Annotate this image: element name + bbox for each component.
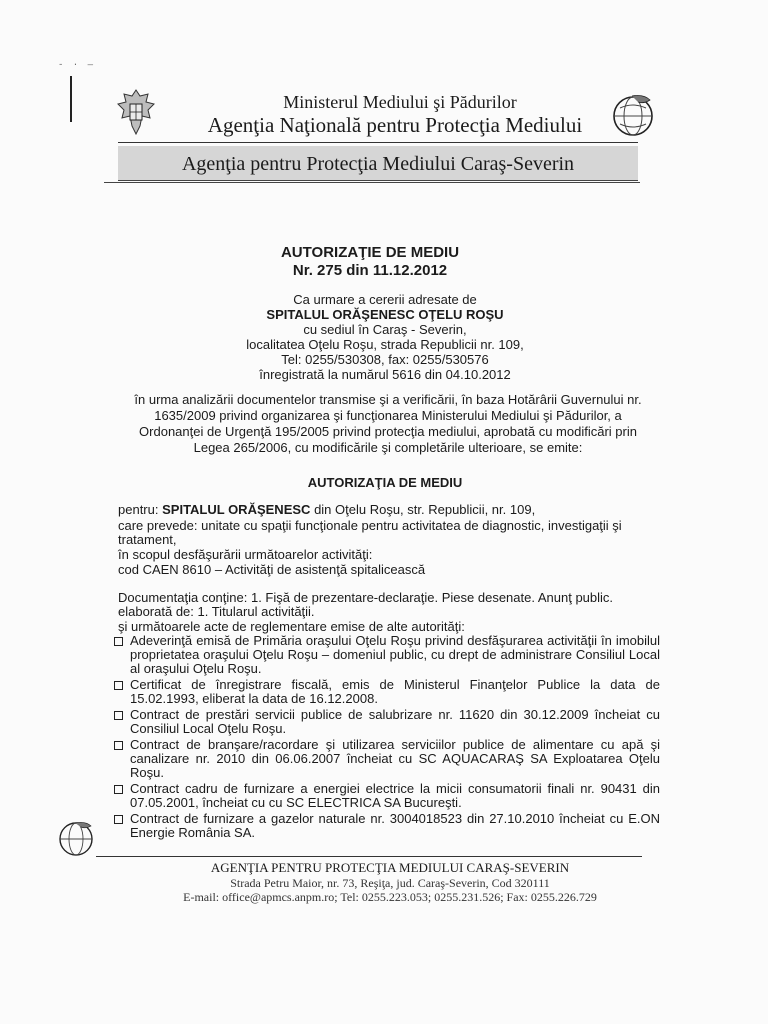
footer-agency-name: AGENŢIA PENTRU PROTECŢIA MEDIULUI CARAŞ-SEVERIN — [210, 860, 570, 875]
footer-rule — [96, 856, 642, 857]
list-item: Contract de furnizare a gazelor naturale nr. 3004018523 din 27.10.2010 încheiat cu E.ON Energie România SA. — [112, 812, 660, 840]
for-prefix: pentru: — [118, 502, 159, 517]
registration-number: înregistrată la numărul 5616 din 04.10.2012 — [259, 367, 511, 382]
authorization-purpose: în scopul desfăşurării următoarelor activităţi: — [118, 547, 373, 562]
applicant-address: localitatea Oţelu Roşu, strada Republicii nr. 109, — [246, 337, 524, 352]
authorization-provides: care prevede: unitate cu spaţii funcţionale pentru activitatea de diagnostic, investigaţii şi — [118, 518, 622, 533]
documentation-line: şi următoarele acte de reglementare emise de alte autorităţi: — [118, 619, 465, 634]
band-rule — [104, 182, 640, 183]
scan-edge-mark — [70, 76, 72, 122]
scan-specks: - · — — [58, 60, 96, 70]
authorization-provides-cont: tratament, — [118, 532, 177, 547]
footer-globe-logo-icon — [56, 818, 96, 858]
caen-code: cod CAEN 8610 – Activităţi de asistenţă spitalicească — [118, 562, 426, 577]
documentation-line: elaborată de: 1. Titularul activităţii. — [118, 604, 315, 619]
national-agency-name: Agenţia Naţională pentru Protecţia Mediului — [207, 113, 583, 137]
list-item: Contract de prestări servicii publice de salubrizare nr. 11620 din 30.12.2009 încheiat cu Consiliul Local Oţelu Roşu. — [112, 708, 660, 736]
checkbox-bullet-icon — [114, 785, 123, 794]
checkbox-bullet-icon — [114, 711, 123, 720]
legal-basis-line: Ordonanţei de Urgenţă 195/2005 privind protecţia mediului, aprobată cu modificări prin — [139, 424, 637, 439]
list-item: Certificat de înregistrare fiscală, emis de Ministerul Finanţelor Publice la data de 15.02.1993, eliberat la data de 16.12.2008. — [112, 678, 660, 706]
legal-basis-line: Legea 265/2006, cu modificările şi completările ulterioare, se emite: — [193, 440, 583, 455]
legal-basis-line: 1635/2009 privind organizarea şi funcţionarea Ministerului Mediului şi Pădurilor, a — [154, 408, 622, 423]
authorization-heading: AUTORIZAŢIA DE MEDIU — [307, 475, 463, 490]
checkbox-bullet-icon — [114, 637, 123, 646]
header-rule — [118, 142, 638, 143]
coat-of-arms-icon — [116, 88, 156, 138]
list-item: Adeverinţă emisă de Primăria oraşului Oţelu Roşu privind desfăşurarea activităţii în imobilul proprietatea oraşului Oţelu Roşu – domeniul public, cu drept de administrare Consiliul Local al oraşului Oţelu Roşu. — [112, 634, 660, 676]
request-intro: Ca urmare a cererii adresate de — [293, 292, 477, 307]
for-rest: din Oţelu Roşu, str. Republicii, nr. 109, — [314, 502, 536, 517]
regulatory-acts-list — [112, 634, 660, 842]
applicant-seat: cu sediul în Caraş - Severin, — [303, 322, 467, 337]
footer-address: Strada Petru Maior, nr. 73, Reşiţa, jud. Caraş-Severin, Cod 320111 — [230, 876, 550, 890]
authorization-for — [118, 502, 658, 517]
applicant-phone: Tel: 0255/530308, fax: 0255/530576 — [281, 352, 489, 367]
document-number: Nr. 275 din 11.12.2012 — [292, 262, 448, 279]
checkbox-bullet-icon — [114, 681, 123, 690]
documentation-line: Documentaţia conţine: 1. Fişă de prezentare-declaraţie. Piese desenate. Anunţ public. — [118, 590, 614, 605]
checkbox-bullet-icon — [114, 815, 123, 824]
list-item: Contract cadru de furnizare a energiei electrice la micii consumatorii finali nr. 90431 din 07.05.2001, încheiat cu cu SC ELECTRICA SA Bucureşti. — [112, 782, 660, 810]
document-title: AUTORIZAŢIE DE MEDIU — [280, 244, 460, 261]
ministry-name: Ministerul Mediului şi Pădurilor — [283, 92, 517, 112]
checkbox-bullet-icon — [114, 741, 123, 750]
for-name: SPITALUL ORĂŞENESC — [162, 502, 311, 517]
legal-basis-line: în urma analizării documentelor transmise şi a verificării, în baza Hotărârii Guvernului nr. — [134, 392, 642, 407]
footer-contact: E-mail: office@apmcs.anpm.ro; Tel: 0255.223.053; 0255.231.526; Fax: 0255.226.729 — [183, 890, 597, 904]
regional-agency-name: Agenţia pentru Protecţia Mediului Caraş-Severin — [181, 153, 575, 175]
applicant-name: SPITALUL ORĂŞENESC OŢELU ROŞU — [266, 307, 504, 322]
list-item: Contract de branşare/racordare şi utilizarea serviciilor publice de alimentare cu apă şi canalizare nr. 2010 din 06.06.2007 încheiat cu SC AQUACARAŞ SA Exploatarea Oţelu Roşu. — [112, 738, 660, 780]
